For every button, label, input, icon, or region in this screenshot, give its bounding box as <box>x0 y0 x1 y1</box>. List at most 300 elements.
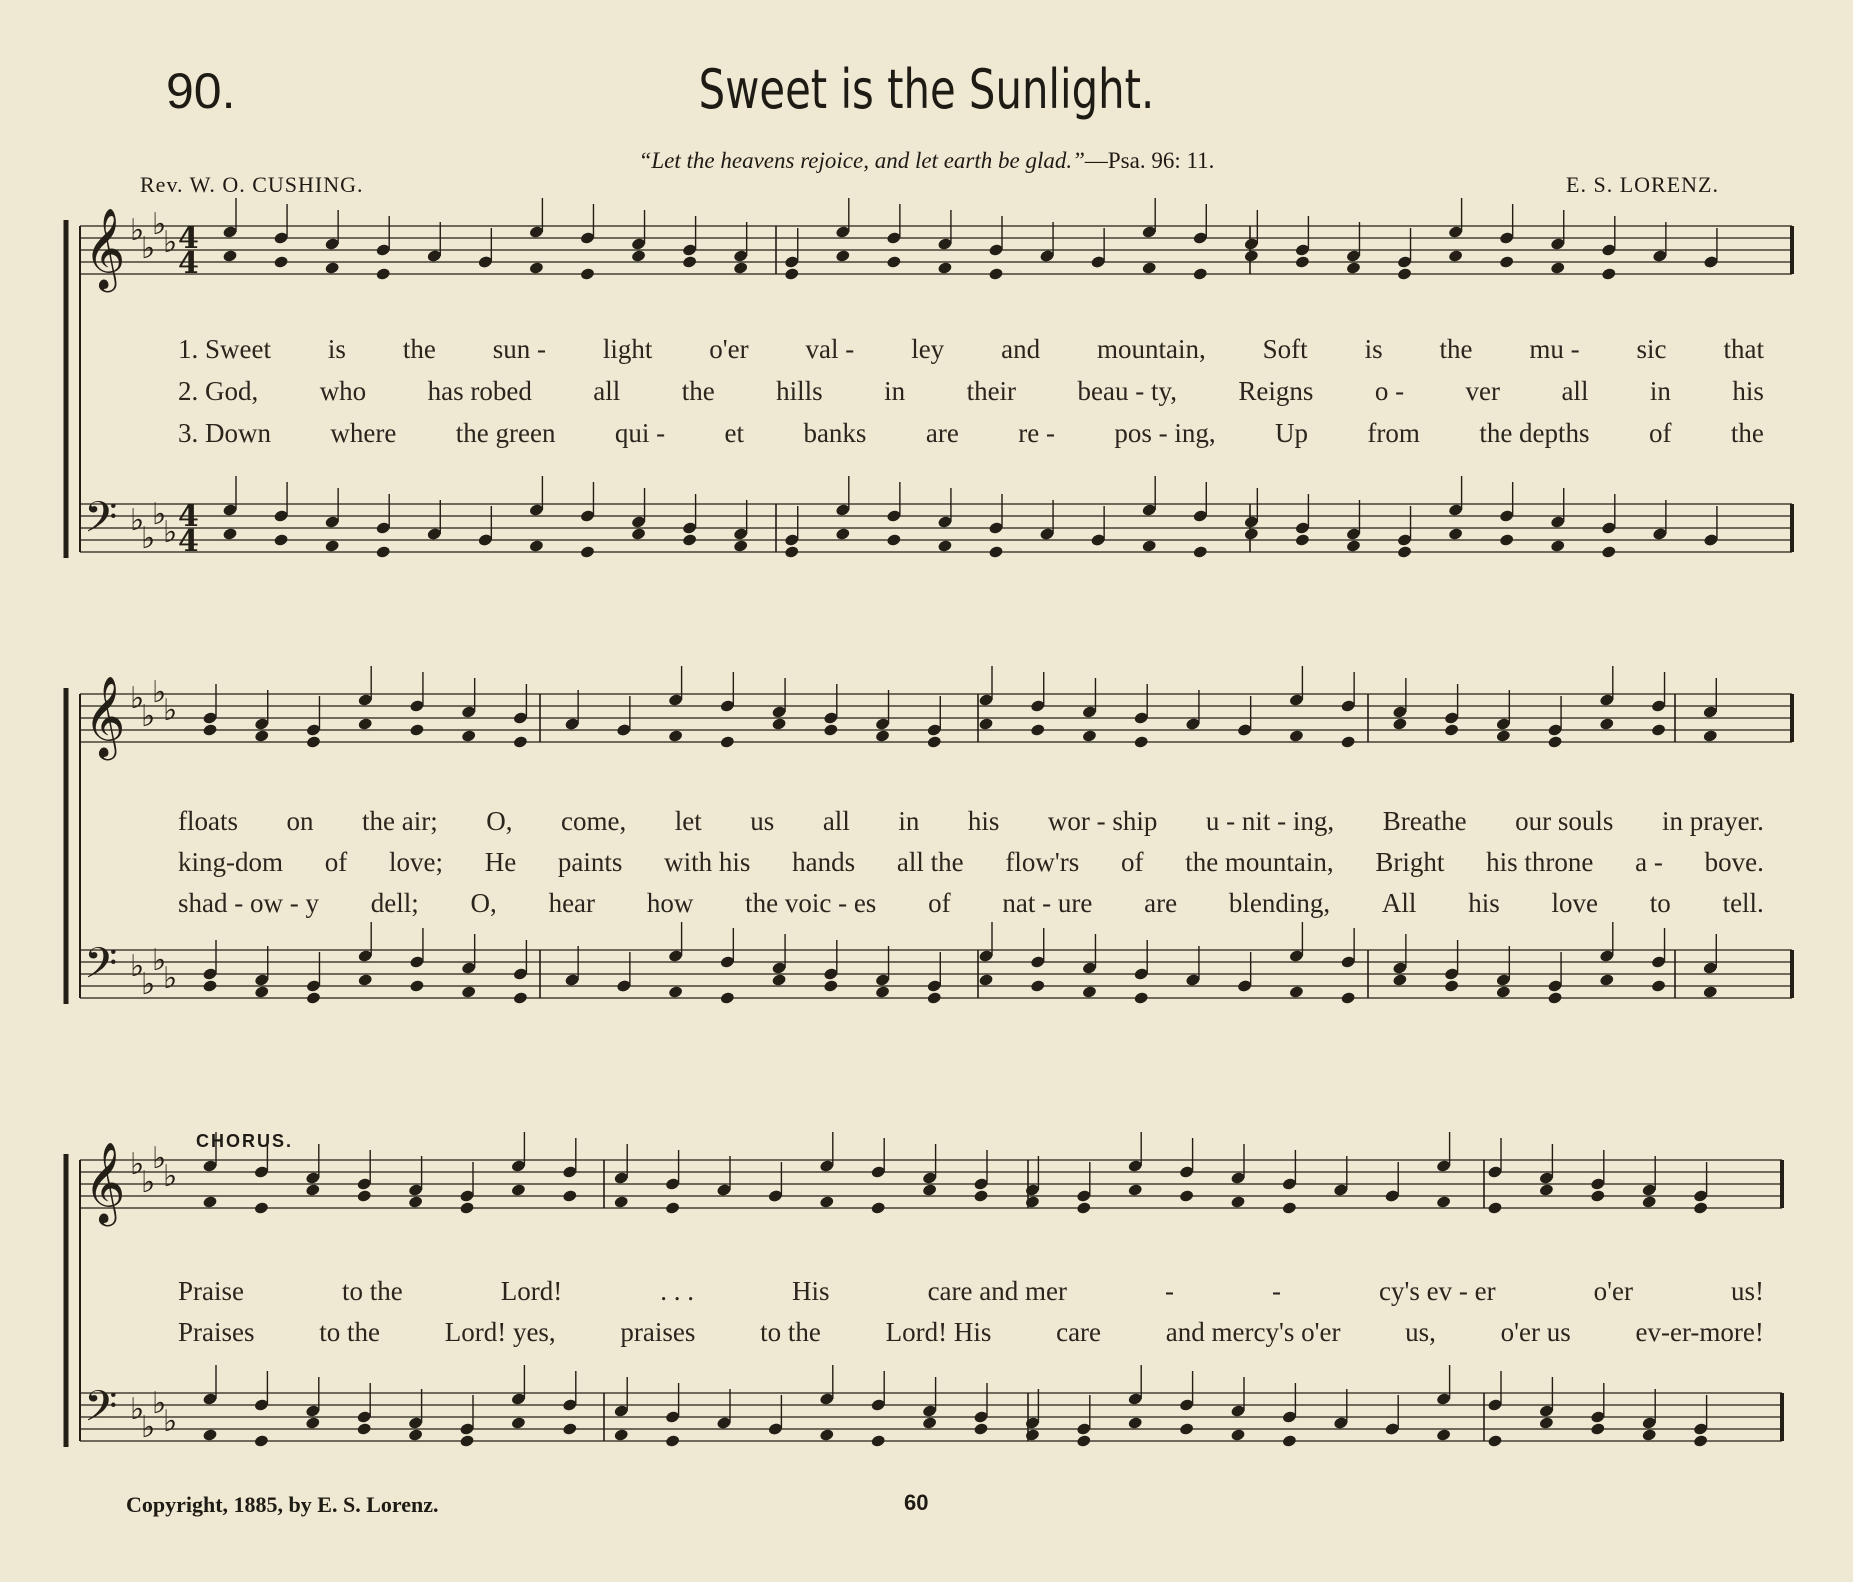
lyric-word: Soft <box>1262 334 1308 364</box>
lyric-word: come, <box>561 806 627 836</box>
lyric-word: 1. Sweet <box>178 334 271 364</box>
note-head <box>771 973 787 987</box>
lyric-word: hills <box>776 376 823 406</box>
note-head <box>273 255 289 269</box>
note-head <box>1651 979 1667 993</box>
note-head <box>733 539 749 553</box>
lyric-word: in <box>898 806 920 836</box>
lyric-word: ley <box>911 334 945 364</box>
note-head <box>409 723 425 737</box>
copyright-notice: Copyright, 1885, by E. S. Lorenz. <box>126 1492 439 1517</box>
note-head <box>1599 717 1615 731</box>
lyric-word: wor - ship <box>1047 806 1158 836</box>
lyric-word: of <box>1120 847 1144 877</box>
note-head <box>720 991 736 1005</box>
lyric-word: the voic - es <box>745 888 877 918</box>
flat-icon: ♭ <box>141 699 156 734</box>
lyric-word: o'er us <box>1500 1317 1571 1347</box>
note-head <box>375 267 391 281</box>
lyric-word: king-dom <box>178 847 283 877</box>
lyric-word: in prayer. <box>1661 806 1764 836</box>
lyric-word: who <box>319 376 367 406</box>
note-head <box>254 1201 270 1215</box>
note-head <box>1179 1422 1195 1436</box>
page-number: 60 <box>904 1490 929 1515</box>
note-head <box>580 545 596 559</box>
lyric-word: et <box>724 418 745 448</box>
note-head <box>1025 1428 1041 1442</box>
lyric-word: and mercy's o'er <box>1165 1317 1341 1347</box>
lyric-word: the <box>681 376 715 406</box>
note-head <box>1702 729 1718 743</box>
note-head <box>356 1189 372 1203</box>
note-head <box>459 1201 475 1215</box>
lyric-word: a - <box>1635 847 1663 877</box>
note-head <box>1550 261 1566 275</box>
lyric-word: Praises <box>178 1317 255 1347</box>
note-head <box>1448 249 1464 263</box>
note-head <box>668 985 684 999</box>
lyric-word: his <box>967 806 1000 836</box>
note-head <box>1346 261 1362 275</box>
note-head <box>1539 1183 1555 1197</box>
note-head <box>1192 545 1208 559</box>
note-head <box>580 267 596 281</box>
lyric-word: has robed <box>427 376 532 406</box>
lyric-word: Bright <box>1375 847 1445 877</box>
flat-icon: ♭ <box>152 943 167 978</box>
note-head <box>1133 735 1149 749</box>
lyric-word: all <box>1561 376 1589 406</box>
time-signature-bottom: 4 <box>178 524 199 559</box>
note-head <box>1192 267 1208 281</box>
note-head <box>926 991 942 1005</box>
note-head <box>1282 1434 1298 1448</box>
lyric-word: are <box>925 418 959 448</box>
hymn-number: 90. <box>166 63 236 119</box>
note-head <box>1547 991 1563 1005</box>
lyric-word: are <box>1144 888 1178 918</box>
lyric-word: mu - <box>1529 334 1580 364</box>
note-head <box>306 735 322 749</box>
lyric-word: his throne <box>1486 847 1594 877</box>
note-head <box>254 985 270 999</box>
note-head <box>202 979 218 993</box>
note-head <box>408 1195 424 1209</box>
bass-clef-icon: 𝄢 <box>84 1382 118 1442</box>
lyric-word: and <box>1001 334 1041 364</box>
note-head <box>978 973 994 987</box>
flat-icon: ♭ <box>163 693 178 728</box>
flat-icon: ♭ <box>152 675 167 710</box>
lyric-word: is <box>1364 334 1383 364</box>
lyric-word: in <box>1649 376 1671 406</box>
lyric-word: hear <box>548 888 596 918</box>
note-head <box>1346 539 1362 553</box>
lyric-line <box>178 1317 1764 1348</box>
flat-icon: ♭ <box>163 1159 178 1194</box>
lyric-line <box>178 418 1764 449</box>
flat-icon: ♭ <box>152 1141 167 1176</box>
flat-icon: ♭ <box>130 1147 145 1182</box>
note-head <box>922 1416 938 1430</box>
lyric-line <box>178 1276 1764 1307</box>
note-head <box>1693 1434 1709 1448</box>
lyric-word: dell; <box>370 888 419 918</box>
lyric-word: us, <box>1405 1317 1436 1347</box>
lyric-word: beau - ty, <box>1077 376 1177 406</box>
note-head <box>562 1422 578 1436</box>
note-head <box>668 729 684 743</box>
note-head <box>1499 533 1515 547</box>
note-head <box>511 1183 527 1197</box>
lyric-word: re - <box>1018 418 1055 448</box>
note-head <box>886 533 902 547</box>
lyric-word: O, <box>470 888 497 918</box>
lyric-word: 3. Down <box>178 418 271 448</box>
note-head <box>357 973 373 987</box>
lyric-word: Lord! yes, <box>444 1317 556 1347</box>
lyric-word: that <box>1723 334 1764 364</box>
lyric-word: all the <box>896 847 964 877</box>
note-head <box>461 729 477 743</box>
note-head <box>720 735 736 749</box>
lyric-word: love <box>1551 888 1598 918</box>
note-head <box>1550 539 1566 553</box>
flat-icon: ♭ <box>152 1386 167 1421</box>
note-head <box>1448 527 1464 541</box>
flat-icon: ♭ <box>130 1392 145 1427</box>
note-head <box>1127 1416 1143 1430</box>
lyric-word: u - nit - ing, <box>1205 806 1335 836</box>
note-head <box>973 1422 989 1436</box>
note-head <box>1599 973 1615 987</box>
note-head <box>273 533 289 547</box>
lyric-word: the <box>1439 334 1473 364</box>
note-head <box>1590 1189 1606 1203</box>
note-head <box>1601 267 1617 281</box>
note-head <box>324 539 340 553</box>
note-head <box>771 717 787 731</box>
lyric-word: the mountain, <box>1185 847 1334 877</box>
note-head <box>461 985 477 999</box>
note-head <box>1436 1195 1452 1209</box>
note-head <box>1651 723 1667 737</box>
note-head <box>978 717 994 731</box>
lyric-word: Praise <box>178 1276 244 1306</box>
lyric-word: the air; <box>362 806 438 836</box>
lyric-word: 2. God, <box>178 376 259 406</box>
note-head <box>1244 527 1260 541</box>
lyric-word: bove. <box>1704 847 1764 877</box>
lyric-word: nat - ure <box>1002 888 1093 918</box>
time-signature-top: 4 <box>178 221 199 256</box>
note-head <box>784 267 800 281</box>
note-head <box>1641 1195 1657 1209</box>
flat-icon: ♭ <box>163 225 178 260</box>
lyric-word: pos - ing, <box>1114 418 1216 448</box>
note-head <box>511 1416 527 1430</box>
note-head <box>1295 255 1311 269</box>
note-head <box>1133 991 1149 1005</box>
lyric-word: from <box>1367 418 1420 448</box>
note-head <box>922 1183 938 1197</box>
note-head <box>1601 545 1617 559</box>
note-head <box>1295 533 1311 547</box>
note-head <box>529 261 545 275</box>
scripture-text: “Let the heavens rejoice, and let earth be glad.” <box>638 148 1085 173</box>
note-head <box>1397 267 1413 281</box>
note-head <box>1702 985 1718 999</box>
note-head <box>1289 985 1305 999</box>
lyric-word: is <box>327 334 346 364</box>
note-head <box>1179 1189 1195 1203</box>
lyric-word: mountain, <box>1096 334 1206 364</box>
lyric-word: shad - ow - y <box>178 888 319 918</box>
note-head <box>875 985 891 999</box>
treble-clef-icon: 𝄞 <box>84 207 126 289</box>
note-head <box>823 723 839 737</box>
note-head <box>631 249 647 263</box>
note-head <box>1539 1416 1555 1430</box>
lyric-word: love; <box>388 847 443 877</box>
note-head <box>835 249 851 263</box>
lyric-word: to the <box>319 1317 380 1347</box>
lyric-word: praises <box>620 1317 696 1347</box>
note-head <box>409 979 425 993</box>
flat-icon: ♭ <box>130 213 145 248</box>
note-head <box>1487 1201 1503 1215</box>
lyric-line <box>178 888 1764 919</box>
note-head <box>222 527 238 541</box>
time-signature-top: 4 <box>178 499 199 534</box>
lyric-word: hands <box>792 847 856 877</box>
note-head <box>1340 735 1356 749</box>
lyric-word: us <box>750 806 775 836</box>
composer-credit: E. S. LORENZ. <box>1566 172 1719 197</box>
note-head <box>1244 249 1260 263</box>
lyric-line <box>178 806 1764 837</box>
lyric-word: sic <box>1636 334 1667 364</box>
lyric-word: all <box>822 806 850 836</box>
lyric-word: ev-er-more! <box>1635 1317 1764 1347</box>
bass-clef-icon: 𝄢 <box>84 939 118 999</box>
note-head <box>1127 1183 1143 1197</box>
lyric-word: qui - <box>614 418 666 448</box>
chorus-label: CHORUS. <box>196 1131 294 1151</box>
lyric-word: . . . <box>660 1276 695 1306</box>
treble-clef-icon: 𝄞 <box>84 1141 126 1223</box>
note-head <box>886 255 902 269</box>
lyric-word: Lord! <box>500 1276 563 1306</box>
note-head <box>1590 1422 1606 1436</box>
bass-clef-icon: 𝄢 <box>84 493 118 553</box>
note-head <box>1289 729 1305 743</box>
flat-icon: ♭ <box>141 521 156 556</box>
note-head <box>202 1428 218 1442</box>
note-head <box>324 261 340 275</box>
lyric-line <box>178 334 1764 365</box>
note-head <box>1547 735 1563 749</box>
flat-icon: ♭ <box>130 503 145 538</box>
lyric-word: with his <box>664 847 751 877</box>
lyric-word: He <box>484 847 517 877</box>
note-head <box>937 261 953 275</box>
note-head <box>682 255 698 269</box>
flat-icon: ♭ <box>163 1404 178 1439</box>
note-head <box>1392 973 1408 987</box>
lyric-word: the <box>1730 418 1764 448</box>
note-head <box>202 723 218 737</box>
author-credit: Rev. W. O. CUSHING. <box>140 172 364 197</box>
lyric-word: Lord! His <box>885 1317 992 1347</box>
note-head <box>529 539 545 553</box>
note-head <box>665 1201 681 1215</box>
note-head <box>988 545 1004 559</box>
scripture-reference: —Psa. 96: 11. <box>1084 148 1215 173</box>
note-head <box>513 991 529 1005</box>
lyric-word: flow'rs <box>1005 847 1080 877</box>
lyric-word: o - <box>1374 376 1405 406</box>
flat-icon: ♭ <box>130 681 145 716</box>
lyric-word: Reigns <box>1238 376 1314 406</box>
lyric-word: paints <box>557 847 623 877</box>
lyric-word: our souls <box>1515 806 1614 836</box>
lyric-word: on <box>286 806 314 836</box>
note-head <box>254 729 270 743</box>
note-head <box>254 1434 270 1448</box>
flat-icon: ♭ <box>163 515 178 550</box>
time-signature-bottom: 4 <box>178 246 199 281</box>
note-head <box>875 729 891 743</box>
note-head <box>870 1201 886 1215</box>
note-head <box>1030 979 1046 993</box>
note-head <box>1141 261 1157 275</box>
lyric-word: us! <box>1730 1276 1764 1306</box>
lyric-word: blending, <box>1228 888 1331 918</box>
flat-icon: ♭ <box>141 967 156 1002</box>
note-head <box>926 735 942 749</box>
note-head <box>631 527 647 541</box>
lyric-word: how <box>646 888 694 918</box>
note-head <box>1230 1195 1246 1209</box>
lyric-word: of <box>324 847 348 877</box>
note-head <box>613 1428 629 1442</box>
note-head <box>1082 729 1098 743</box>
lyric-word: to the <box>342 1276 403 1306</box>
flat-icon: ♭ <box>130 949 145 984</box>
note-head <box>733 261 749 275</box>
flat-icon: ♭ <box>152 497 167 532</box>
note-head <box>1397 545 1413 559</box>
lyric-word: O, <box>486 806 513 836</box>
note-head <box>1499 255 1515 269</box>
note-head <box>1693 1201 1709 1215</box>
note-head <box>823 979 839 993</box>
flat-icon: ♭ <box>163 961 178 996</box>
note-head <box>1496 985 1512 999</box>
lyric-word: their <box>966 376 1017 406</box>
note-head <box>1392 717 1408 731</box>
note-head <box>1030 723 1046 737</box>
lyric-word: - <box>1164 1276 1174 1306</box>
lyric-word: val - <box>805 334 855 364</box>
note-head <box>306 991 322 1005</box>
note-head <box>613 1195 629 1209</box>
note-head <box>513 735 529 749</box>
note-head <box>1444 979 1460 993</box>
note-head <box>222 249 238 263</box>
lyric-word: Breathe <box>1382 806 1467 836</box>
note-head <box>1025 1195 1041 1209</box>
note-head <box>870 1434 886 1448</box>
lyric-word: of <box>928 888 951 918</box>
note-head <box>1436 1428 1452 1442</box>
flat-icon: ♭ <box>141 1165 156 1200</box>
lyric-word: o'er <box>709 334 749 364</box>
lyric-word: the green <box>455 418 556 448</box>
note-head <box>562 1189 578 1203</box>
lyric-word: in <box>884 376 906 406</box>
note-head <box>357 717 373 731</box>
note-head <box>973 1189 989 1203</box>
lyric-word: the depths <box>1479 418 1590 448</box>
lyric-word: sun - <box>492 334 546 364</box>
hymn-title: Sweet is the Sunlight. <box>698 58 1155 121</box>
note-head <box>819 1428 835 1442</box>
lyric-word: cy's ev - er <box>1379 1276 1496 1306</box>
lyric-word: let <box>674 806 702 836</box>
note-head <box>459 1434 475 1448</box>
note-head <box>819 1195 835 1209</box>
note-head <box>356 1422 372 1436</box>
flat-icon: ♭ <box>141 1410 156 1445</box>
lyric-word: where <box>330 418 397 448</box>
flat-icon: ♭ <box>152 207 167 242</box>
note-head <box>1444 723 1460 737</box>
flat-icon: ♭ <box>141 231 156 266</box>
lyric-word: to <box>1649 888 1671 918</box>
lyric-word: tell. <box>1722 888 1764 918</box>
lyric-word: - <box>1272 1276 1281 1306</box>
note-head <box>835 527 851 541</box>
lyric-line <box>178 376 1764 407</box>
lyric-word: his <box>1732 376 1764 406</box>
note-head <box>1282 1201 1298 1215</box>
note-head <box>1496 729 1512 743</box>
lyric-word: light <box>602 334 653 364</box>
lyric-word: o'er <box>1593 1276 1633 1306</box>
note-head <box>1230 1428 1246 1442</box>
note-head <box>1141 539 1157 553</box>
lyric-word: floats <box>178 806 238 836</box>
note-head <box>1076 1434 1092 1448</box>
note-head <box>1340 991 1356 1005</box>
note-head <box>937 539 953 553</box>
note-head <box>682 533 698 547</box>
lyric-line <box>178 847 1764 878</box>
lyric-word: the <box>402 334 436 364</box>
note-head <box>988 267 1004 281</box>
note-head <box>1076 1201 1092 1215</box>
lyric-word: His <box>792 1276 830 1306</box>
lyric-word: ver <box>1465 376 1501 406</box>
note-head <box>408 1428 424 1442</box>
lyric-word: banks <box>803 418 867 448</box>
lyric-word: of <box>1648 418 1672 448</box>
lyric-word: his <box>1468 888 1500 918</box>
note-head <box>375 545 391 559</box>
